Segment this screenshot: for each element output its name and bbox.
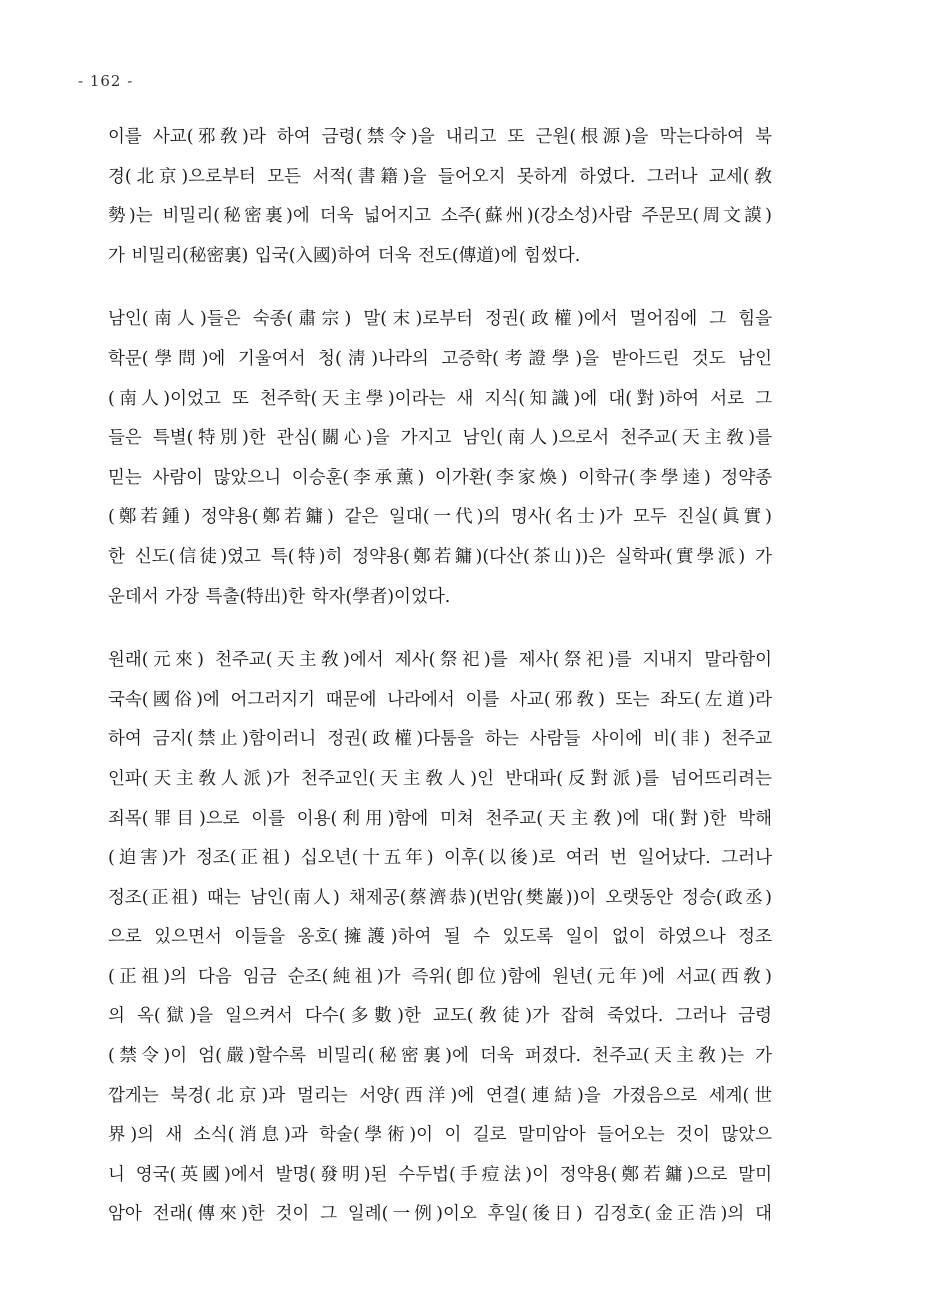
text-line: 한 신도(信徒)였고 특(特)히 정약용(鄭若鏞)(다산(茶山))은 실학파(實學派) 가 [108,546,772,567]
text-line: (迫害)가 정조(正祖) 십오년(十五年) 이후(以後)로 여러 번 일어났다. 그러나 [108,848,772,869]
text-line: 원래(元來) 천주교(天主敎)에서 제사(祭祀)를 제사(祭祀)를 지내지 말라함이 [108,650,772,671]
body-text [108,118,772,1259]
text-line: 의 옥(獄)을 일으켜서 다수(多數)한 교도(敎徒)가 잡혀 죽었다. 그러나 금령 [108,1006,772,1027]
text-line: 니 영국(英國)에서 발명(發明)된 수두법(手痘法)이 정약용(鄭若鏞)으로 말미 [108,1164,772,1185]
text-line: 들은 특별(特別)한 관심(關心)을 가지고 남인(南人)으로서 천주교(天主敎)를 [108,428,772,449]
text-line: 界)의 새 소식(消息)과 학술(學術)이 이 길로 말미암아 들어오는 것이 많았으 [108,1125,772,1146]
text-line: 으로 있으면서 이들을 옹호(擁護)하여 될 수 있도록 일이 없이 하였으나 정조 [108,927,772,948]
text-line: (禁令)이 엄(嚴)할수록 비밀리(秘密裏)에 더욱 퍼졌다. 천주교(天主敎)는 가 [108,1046,772,1067]
page-number: - 162 - [78,72,134,90]
text-line: 학문(學問)에 기울여서 청(淸)나라의 고증학(考證學)을 받아드린 것도 남인 [108,348,772,369]
text-line: 인파(天主敎人派)가 천주교인(天主敎人)인 반대파(反對派)를 넘어뜨리려는 [108,768,772,789]
text-line: 국속(國俗)에 어그러지기 때문에 나라에서 이를 사교(邪敎) 또는 좌도(左道)라 [108,689,772,710]
text-line: 경(北京)으로부터 모든 서적(書籍)을 들어오지 못하게 하였다. 그러나 교세(敎 [108,166,772,187]
text-line: 운데서 가장 특출(特出)한 학자(學者)이었다. [108,586,451,607]
text-line: 죄목(罪目)으로 이를 이용(利用)함에 미쳐 천주교(天主敎)에 대(對)한 박해 [108,808,772,829]
text-line: 정조(正祖) 때는 남인(南人) 채제공(蔡濟恭)(번암(樊巖))이 오랫동안 정승(政丞) [108,887,772,908]
text-line: 믿는 사람이 많았으니 이승훈(李承薰) 이가환(李家煥) 이학규(李學逵) 정약종 [108,467,772,488]
text-line: 남인(南人)들은 숙종(肅宗) 말(末)로부터 정권(政權)에서 멀어짐에 그 힘을 [108,309,772,330]
text-line: 가 비밀리(秘密裏) 입국(入國)하여 더욱 전도(傳道)에 힘썼다. [108,245,581,266]
text-line: 깝게는 북경(北京)과 멀리는 서양(西洋)에 연결(連結)을 가졌음으로 세계(世 [108,1085,772,1106]
text-line: (南人)이었고 또 천주학(天主學)이라는 새 지식(知識)에 대(對)하여 서로 그 [108,388,772,409]
paragraph-3 [108,641,772,1235]
paragraph-1 [108,118,772,276]
text-line: 이를 사교(邪敎)라 하여 금령(禁令)을 내리고 또 근원(根源)을 막는다하여 북 [108,127,772,147]
text-line: 勢)는 비밀리(秘密裏)에 더욱 넓어지고 소주(蘇州)(강소성)사람 주문모(周文謨) [108,206,772,227]
text-line: 하여 금지(禁止)함이러니 정권(政權)다툼을 하는 사람들 사이에 비(非) 천주교 [108,729,772,750]
text-line: (正祖)의 다음 임금 순조(純祖)가 즉위(卽位)함에 원년(元年)에 서교(西敎) [108,966,772,987]
paragraph-2 [108,300,772,617]
text-line: 암아 전래(傳來)한 것이 그 일례(一例)이오 후일(後日) 김정호(金正浩)의 대 [108,1204,772,1225]
text-line: (鄭若鍾) 정약용(鄭若鏞) 같은 일대(一代)의 명사(名士)가 모두 진실(眞實) [108,507,772,528]
